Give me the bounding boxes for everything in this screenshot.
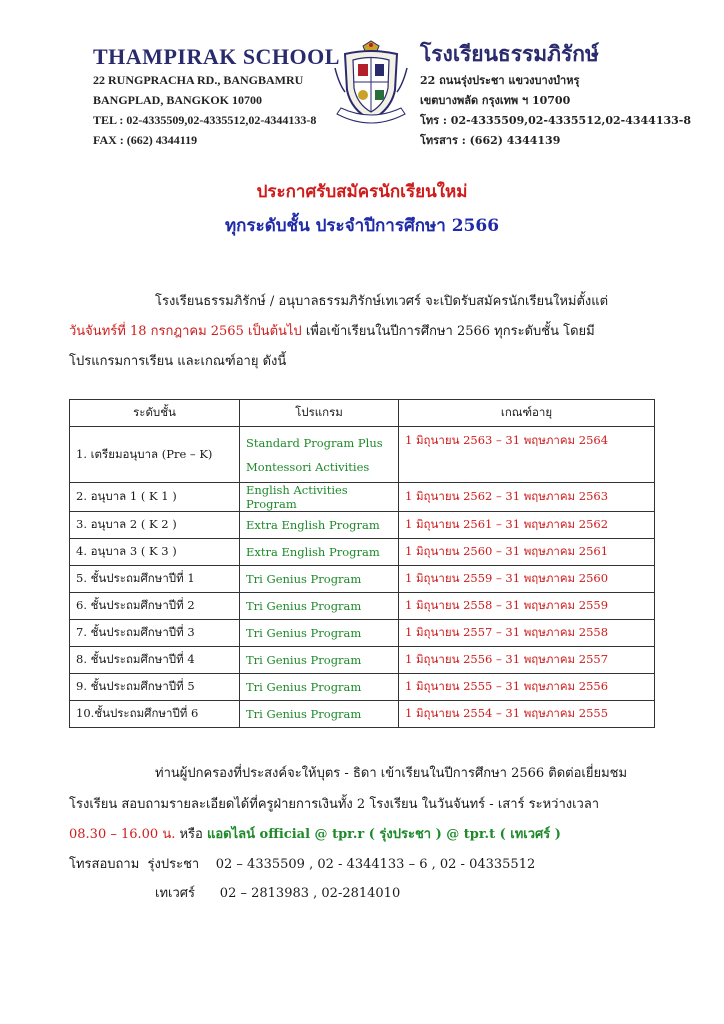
column-header-level: ระดับชั้น (70, 400, 240, 427)
age-cell: 1 มิถุนายน 2561 – 31 พฤษภาคม 2562 (399, 512, 655, 539)
table-row (70, 593, 655, 620)
program-cell: Tri Genius Program (240, 674, 399, 701)
registration-date: วันจันทร์ที่ 18 กรกฎาคม 2565 เป็นต้นไป (69, 324, 302, 339)
fax-line-th: โทรสาร : (662) 4344139 (420, 134, 561, 147)
table-row (70, 427, 655, 483)
level-cell: 10.ชั้นประถมศึกษาปีที่ 6 (70, 701, 240, 728)
intro-line-1: โรงเรียนธรรมภิรักษ์ / อนุบาลธรรมภิรักษ์เทเวศร์ จะเปิดรับสมัครนักเรียนใหม่ตั้งแต่ (155, 294, 609, 309)
branch-label-tewet: เทเวศร์ (155, 886, 195, 901)
age-cell: 1 มิถุนายน 2559 – 31 พฤษภาคม 2560 (399, 566, 655, 593)
office-hours: 08.30 – 16.00 น. (69, 827, 176, 842)
phone-line-rungpracha (69, 853, 535, 874)
column-header-age: เกณฑ์อายุ (399, 400, 655, 427)
age-cell: 1 มิถุนายน 2560 – 31 พฤษภาคม 2561 (399, 539, 655, 566)
phone-line-en: TEL : 02-4335509,02-4335512,02-4344133-8 (93, 113, 317, 127)
program-cell: Tri Genius Program (240, 620, 399, 647)
program-cell: Extra English Program (240, 512, 399, 539)
table-header-row (70, 400, 655, 427)
level-cell: 9. ชั้นประถมศึกษาปีที่ 5 (70, 674, 240, 701)
age-cell: 1 มิถุนายน 2556 – 31 พฤษภาคม 2557 (399, 647, 655, 674)
level-cell: 2. อนุบาล 1 ( K 1 ) (70, 483, 240, 512)
program-cell: Extra English Program (240, 539, 399, 566)
contact-line-3 (69, 823, 561, 844)
age-cell: 1 มิถุนายน 2555 – 31 พฤษภาคม 2556 (399, 674, 655, 701)
level-cell: 6. ชั้นประถมศึกษาปีที่ 2 (70, 593, 240, 620)
line-official-accounts: แอดไลน์ official @ tpr.r ( รุ่งประชา ) @ tpr.t ( เทเวศร์ ) (206, 827, 561, 842)
announcement-subtitle: ทุกระดับชั้น ประจำปีการศึกษา 2566 (224, 216, 500, 236)
age-cell: 1 มิถุนายน 2562 – 31 พฤษภาคม 2563 (399, 483, 655, 512)
intro-line-2-rest: เพื่อเข้าเรียนในปีการศึกษา 2566 ทุกระดับชั้น โดยมี (301, 324, 595, 339)
school-name-th: โรงเรียนธรรมภิรักษ์ (420, 41, 599, 66)
intro-line-3: โปรแกรมการเรียน และเกณฑ์อายุ ดังนี้ (69, 354, 287, 369)
age-cell: 1 มิถุนายน 2563 – 31 พฤษภาคม 2564 (399, 427, 655, 483)
program-cell: English Activities Program (240, 483, 399, 512)
program-line: Standard Program Plus (246, 435, 383, 450)
program-cell: Tri Genius Program (240, 701, 399, 728)
table-row (70, 539, 655, 566)
level-cell: 1. เตรียมอนุบาล (Pre – K) (70, 427, 240, 483)
admission-table (69, 399, 655, 728)
announcement-title: ประกาศรับสมัครนักเรียนใหม่ (256, 182, 468, 202)
table-row (70, 566, 655, 593)
school-crest-logo (333, 40, 409, 130)
address-line-th: เขตบางพลัด กรุงเทพ ฯ 10700 (420, 94, 571, 107)
address-line-en: 22 RUNGPRACHA RD., BANGBAMRU (93, 73, 304, 87)
table-row (70, 701, 655, 728)
contact-line-2: โรงเรียน สอบถามรายละเอียดได้ที่ครูฝ่ายการเงินทั้ง 2 โรงเรียน ในวันจันทร์ - เสาร์ ระหว่างเวลา (69, 797, 600, 812)
program-cell: Tri Genius Program (240, 566, 399, 593)
or-word: หรือ (175, 827, 207, 842)
program-cell: Tri Genius Program (240, 647, 399, 674)
phone-numbers-tewet: 02 – 2813983 , 02-2814010 (219, 886, 401, 901)
program-line: Montessori Activities (246, 459, 370, 474)
contact-line-1: ท่านผู้ปกครองที่ประสงค์จะให้บุตร - ธิดา เข้าเรียนในปีการศึกษา 2566 ติดต่อเยี่ยมชม (155, 766, 628, 781)
phone-line-th: โทร : 02-4335509,02-4335512,02-4344133-8 (420, 114, 692, 127)
address-line-th: 22 ถนนรุ่งประชา แขวงบางบำหรุ (420, 74, 580, 87)
phone-numbers-rungpracha: 02 – 4335509 , 02 - 4344133 – 6 , 02 - 04335512 (215, 857, 536, 872)
table-row (70, 674, 655, 701)
age-cell: 1 มิถุนายน 2554 – 31 พฤษภาคม 2555 (399, 701, 655, 728)
level-cell: 4. อนุบาล 3 ( K 3 ) (70, 539, 240, 566)
level-cell: 5. ชั้นประถมศึกษาปีที่ 1 (70, 566, 240, 593)
level-cell: 8. ชั้นประถมศึกษาปีที่ 4 (70, 647, 240, 674)
table-row (70, 620, 655, 647)
program-cell (240, 427, 399, 483)
level-cell: 3. อนุบาล 2 ( K 2 ) (70, 512, 240, 539)
table-row (70, 483, 655, 512)
table-row (70, 647, 655, 674)
fax-line-en: FAX : (662) 4344119 (93, 133, 198, 147)
age-cell: 1 มิถุนายน 2557 – 31 พฤษภาคม 2558 (399, 620, 655, 647)
intro-line-2 (69, 320, 595, 341)
program-cell: Tri Genius Program (240, 593, 399, 620)
branch-label-rungpracha: รุ่งประชา (147, 857, 200, 872)
school-name-en: THAMPIRAK SCHOOL (93, 44, 340, 69)
column-header-program: โปรแกรม (240, 400, 399, 427)
address-line-en: BANGPLAD, BANGKOK 10700 (93, 93, 263, 107)
phone-label: โทรสอบถาม (69, 857, 140, 872)
phone-line-tewet (155, 882, 400, 903)
table-row (70, 512, 655, 539)
level-cell: 7. ชั้นประถมศึกษาปีที่ 3 (70, 620, 240, 647)
age-cell: 1 มิถุนายน 2558 – 31 พฤษภาคม 2559 (399, 593, 655, 620)
